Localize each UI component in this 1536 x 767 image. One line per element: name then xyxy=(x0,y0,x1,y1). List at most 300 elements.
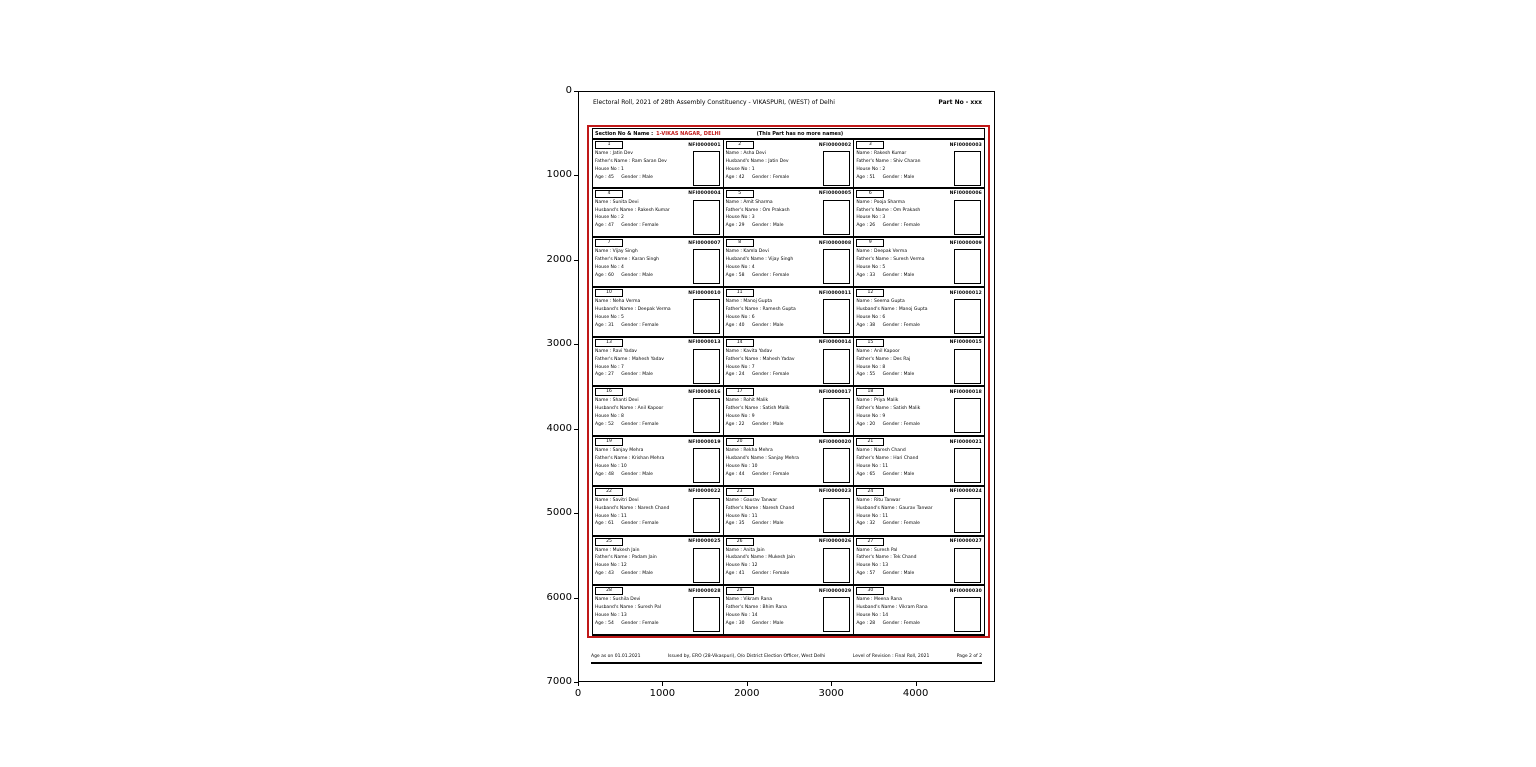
relation-line xyxy=(595,256,691,264)
name-label: Name : xyxy=(595,398,612,404)
age-value: 24 xyxy=(738,372,745,378)
house-line xyxy=(726,264,822,272)
card-body xyxy=(856,596,982,628)
house-value: 10 xyxy=(621,463,627,469)
name-value: Kavita Yadav xyxy=(743,348,773,354)
name-value: Sanjay Mehra xyxy=(612,448,644,454)
relation-value: Satish Malik xyxy=(893,406,921,412)
relation-value: Padam Jain xyxy=(631,555,657,561)
y-axis-tick-label: 0 xyxy=(565,85,572,96)
relation-label: Husband's Name : xyxy=(856,505,898,511)
age-label: Age : xyxy=(595,322,607,328)
age-label: Age : xyxy=(856,223,868,229)
house-value: 14 xyxy=(751,612,758,618)
name-label: Name : xyxy=(725,597,742,603)
name-label: Name : xyxy=(725,448,742,454)
house-label: House No : xyxy=(856,215,881,221)
card-row xyxy=(592,238,985,288)
gender-label: Gender : xyxy=(621,174,641,180)
photo-box xyxy=(693,548,720,583)
gender-label: Gender : xyxy=(621,422,641,428)
name-label: Name : xyxy=(856,597,873,603)
name-label: Name : xyxy=(725,249,742,255)
relation-value: Suresh Verma xyxy=(893,257,925,263)
age-value: 29 xyxy=(738,223,745,229)
card-text-lines xyxy=(595,199,691,231)
house-line xyxy=(726,314,822,322)
card-body xyxy=(726,150,852,182)
card-top-strip xyxy=(856,388,982,396)
relation-line xyxy=(595,158,691,166)
age-label: Age : xyxy=(856,372,868,378)
age-gender-line xyxy=(595,272,691,280)
house-line xyxy=(856,166,952,174)
relation-label: Husband's Name : xyxy=(595,605,637,611)
photo-box xyxy=(693,398,720,433)
section-note: (This Part has no more names) xyxy=(756,130,844,137)
name-line xyxy=(726,497,822,505)
name-label: Name : xyxy=(856,497,873,503)
relation-label: Father's Name : xyxy=(856,158,892,164)
house-line xyxy=(856,612,952,620)
name-line xyxy=(856,348,952,356)
gender-value: Male xyxy=(642,571,653,577)
age-label: Age : xyxy=(595,174,607,180)
name-label: Name : xyxy=(595,348,612,354)
serial-number: 26 xyxy=(726,538,754,546)
card-top-strip xyxy=(595,488,721,496)
age-label: Age : xyxy=(725,471,738,477)
relation-line xyxy=(726,405,822,413)
house-value: 1 xyxy=(621,166,624,172)
serial-number: 14 xyxy=(726,339,754,347)
name-label: Name : xyxy=(725,547,742,553)
house-value: 6 xyxy=(751,314,755,320)
gender-label: Gender : xyxy=(751,322,772,328)
relation-line xyxy=(726,604,822,612)
card-top-strip xyxy=(595,339,721,347)
name-line xyxy=(856,497,952,505)
relation-value: Ram Saran Dev xyxy=(631,158,667,164)
gender-label: Gender : xyxy=(621,571,641,577)
serial-number: 30 xyxy=(856,587,884,595)
voter-card xyxy=(593,338,724,386)
house-line xyxy=(595,562,691,570)
photo-box xyxy=(823,597,850,632)
house-line xyxy=(595,612,691,620)
serial-number: 22 xyxy=(595,488,623,496)
card-text-lines xyxy=(856,298,952,330)
card-text-lines xyxy=(856,547,952,579)
house-line xyxy=(856,264,952,272)
card-text-lines xyxy=(595,397,691,429)
house-line xyxy=(595,166,691,174)
card-top-strip xyxy=(595,190,721,198)
voter-card xyxy=(724,387,855,435)
age-value: 52 xyxy=(608,422,614,428)
relation-value: Bhim Rana xyxy=(762,605,787,611)
house-value: 5 xyxy=(621,314,624,320)
gender-label: Gender : xyxy=(751,372,772,378)
gender-value: Female xyxy=(772,571,790,577)
card-body xyxy=(726,348,852,380)
relation-label: Father's Name : xyxy=(856,257,892,263)
relation-value: Vijay Singh xyxy=(768,257,794,263)
card-row xyxy=(592,387,985,437)
x-axis-tick-label: 4000 xyxy=(902,688,929,699)
name-label: Name : xyxy=(856,348,873,354)
name-label: Name : xyxy=(725,299,742,305)
age-gender-line xyxy=(726,620,822,628)
house-line xyxy=(856,562,952,570)
age-label: Age : xyxy=(725,620,738,626)
age-label: Age : xyxy=(856,273,868,278)
house-value: 9 xyxy=(882,414,886,420)
card-body xyxy=(856,497,982,529)
house-line xyxy=(726,214,822,222)
card-body xyxy=(856,150,982,182)
house-label: House No : xyxy=(856,166,881,172)
gender-label: Gender : xyxy=(882,620,903,626)
photo-box xyxy=(954,349,981,384)
name-label: Name : xyxy=(856,151,873,156)
house-label: House No : xyxy=(725,166,751,172)
age-label: Age : xyxy=(595,422,607,428)
card-text-lines xyxy=(856,397,952,429)
name-line xyxy=(595,199,691,207)
age-label: Age : xyxy=(725,422,738,428)
house-line xyxy=(726,166,822,174)
relation-value: Manoj Gupta xyxy=(898,306,928,312)
name-line xyxy=(856,397,952,405)
house-label: House No : xyxy=(725,463,751,469)
relation-label: Father's Name : xyxy=(595,456,631,461)
house-line xyxy=(726,562,822,570)
card-row xyxy=(592,189,985,239)
age-label: Age : xyxy=(856,620,868,626)
voter-card xyxy=(854,189,984,237)
epic-number: NFI0000018 xyxy=(949,389,983,395)
y-axis-tick-mark xyxy=(574,91,578,92)
card-top-strip xyxy=(726,587,852,595)
relation-line xyxy=(856,554,952,562)
gender-value: Male xyxy=(642,471,653,477)
age-gender-line xyxy=(856,520,952,528)
name-value: Priya Malik xyxy=(874,398,899,404)
card-body xyxy=(595,348,721,380)
photo-box xyxy=(954,448,981,483)
gender-value: Female xyxy=(642,422,659,428)
age-gender-line xyxy=(856,322,952,330)
card-body xyxy=(856,248,982,280)
house-label: House No : xyxy=(856,265,881,271)
serial-number: 6 xyxy=(856,190,884,198)
part-number: Part No - xxx xyxy=(938,99,982,106)
card-top-strip xyxy=(856,289,982,297)
relation-label: Father's Name : xyxy=(595,555,631,561)
relation-label: Husband's Name : xyxy=(856,605,898,611)
y-axis-tick-mark xyxy=(574,513,578,514)
gender-label: Gender : xyxy=(751,571,772,577)
y-axis-tick-mark xyxy=(574,344,578,345)
age-gender-line xyxy=(856,272,952,280)
card-text-lines xyxy=(726,547,822,579)
age-value: 31 xyxy=(608,322,614,328)
name-value: Sunita Devi xyxy=(612,199,639,205)
relation-value: Om Prakash xyxy=(762,207,790,213)
card-text-lines xyxy=(726,596,822,628)
y-axis-tick-label: 5000 xyxy=(546,507,572,519)
photo-box xyxy=(954,249,981,284)
relation-line xyxy=(595,455,691,463)
serial-number: 4 xyxy=(595,190,623,198)
gender-label: Gender : xyxy=(621,322,641,328)
age-value: 41 xyxy=(738,571,745,577)
footer-age-note: Age as on 01.01.2021 xyxy=(591,654,641,659)
voter-card xyxy=(724,437,855,485)
name-label: Name : xyxy=(725,199,742,205)
name-label: Name : xyxy=(856,448,873,454)
section-label: Section No & Name : xyxy=(595,130,654,137)
gender-label: Gender : xyxy=(621,372,641,378)
age-gender-line xyxy=(595,174,691,182)
electoral-roll-page xyxy=(579,92,994,681)
relation-label: Father's Name : xyxy=(856,555,892,561)
voter-card xyxy=(593,586,724,634)
age-value: 20 xyxy=(869,422,876,428)
age-label: Age : xyxy=(595,372,607,378)
epic-number: NFI0000028 xyxy=(688,588,721,594)
gender-value: Male xyxy=(772,620,784,626)
photo-box xyxy=(693,299,720,334)
card-top-strip xyxy=(856,141,982,149)
gender-label: Gender : xyxy=(882,372,903,378)
card-top-strip xyxy=(595,587,721,595)
house-label: House No : xyxy=(595,314,620,320)
photo-box xyxy=(823,548,850,583)
name-label: Name : xyxy=(856,299,873,305)
card-row xyxy=(592,437,985,487)
age-label: Age : xyxy=(725,521,738,527)
card-body xyxy=(726,447,852,479)
name-label: Name : xyxy=(595,597,612,603)
gender-value: Male xyxy=(642,174,653,180)
gender-value: Male xyxy=(772,322,784,328)
card-body xyxy=(726,199,852,231)
voter-card xyxy=(724,288,855,336)
house-value: 11 xyxy=(882,513,889,519)
age-value: 35 xyxy=(738,521,745,527)
gender-value: Male xyxy=(903,273,915,278)
y-axis-tick-mark xyxy=(574,260,578,261)
y-axis-tick-label: 1000 xyxy=(546,169,572,181)
serial-number: 7 xyxy=(595,239,623,247)
serial-number: 18 xyxy=(856,388,884,396)
epic-number: NFI0000021 xyxy=(949,439,983,445)
name-line xyxy=(726,447,822,455)
house-line xyxy=(856,463,952,471)
epic-number: NFI0000030 xyxy=(949,588,983,594)
age-gender-line xyxy=(856,421,952,429)
card-top-strip xyxy=(856,587,982,595)
relation-label: Father's Name : xyxy=(856,406,892,412)
age-value: 47 xyxy=(608,223,614,229)
epic-number: NFI0000005 xyxy=(818,191,852,197)
name-value: Gaurav Tanwar xyxy=(743,497,778,503)
gender-label: Gender : xyxy=(621,273,641,278)
name-line xyxy=(856,447,952,455)
voter-card xyxy=(854,586,984,634)
epic-number: NFI0000007 xyxy=(688,240,721,246)
age-value: 60 xyxy=(608,273,614,278)
name-label: Name : xyxy=(595,199,612,205)
gender-value: Female xyxy=(903,322,920,328)
x-axis-tick-label: 1000 xyxy=(649,688,676,699)
gender-value: Female xyxy=(642,620,659,626)
gender-value: Female xyxy=(772,471,790,477)
relation-line xyxy=(726,455,822,463)
house-label: House No : xyxy=(856,563,881,569)
relation-line xyxy=(726,356,822,364)
card-text-lines xyxy=(726,397,822,429)
name-line xyxy=(595,150,691,158)
house-label: House No : xyxy=(595,612,620,618)
age-gender-line xyxy=(856,471,952,479)
house-value: 11 xyxy=(621,513,627,519)
card-text-lines xyxy=(726,199,822,231)
card-body xyxy=(726,497,852,529)
card-body xyxy=(595,397,721,429)
house-line xyxy=(856,314,952,322)
age-value: 55 xyxy=(869,372,876,378)
gender-value: Male xyxy=(903,571,915,577)
card-body xyxy=(726,397,852,429)
house-label: House No : xyxy=(595,364,620,370)
card-body xyxy=(595,447,721,479)
name-value: Vijay Singh xyxy=(612,249,638,255)
gender-value: Female xyxy=(772,273,790,278)
relation-value: Om Prakash xyxy=(893,207,921,213)
gender-label: Gender : xyxy=(882,174,903,180)
house-value: 14 xyxy=(882,612,889,618)
name-line xyxy=(726,596,822,604)
gender-value: Male xyxy=(772,422,784,428)
house-label: House No : xyxy=(595,563,620,569)
relation-value: Gaurav Tanwar xyxy=(898,505,933,511)
card-top-strip xyxy=(595,239,721,247)
relation-label: Father's Name : xyxy=(856,456,892,461)
relation-line xyxy=(595,306,691,314)
house-line xyxy=(726,364,822,372)
relation-value: Mahesh Yadav xyxy=(762,356,795,362)
card-top-strip xyxy=(856,438,982,446)
serial-number: 17 xyxy=(726,388,754,396)
house-line xyxy=(856,413,952,421)
card-text-lines xyxy=(595,547,691,579)
relation-label: Husband's Name : xyxy=(595,306,637,312)
voter-card xyxy=(593,238,724,286)
photo-box xyxy=(823,398,850,433)
relation-value: Sanjay Mehra xyxy=(768,456,799,461)
name-line xyxy=(726,150,822,158)
photo-box xyxy=(693,151,720,186)
page-number: Page 2 of 2 xyxy=(956,654,982,659)
card-body xyxy=(595,150,721,182)
name-value: Ritu Tanwar xyxy=(874,497,901,503)
house-value: 6 xyxy=(882,314,886,320)
age-gender-line xyxy=(595,371,691,379)
card-row xyxy=(592,288,985,338)
age-label: Age : xyxy=(595,223,607,229)
gender-label: Gender : xyxy=(751,273,772,278)
age-gender-line xyxy=(726,570,822,578)
y-axis-tick-label: 7000 xyxy=(546,676,572,687)
card-body xyxy=(856,199,982,231)
age-label: Age : xyxy=(725,174,738,180)
voter-card xyxy=(724,487,855,535)
house-label: House No : xyxy=(725,513,751,519)
serial-number: 27 xyxy=(856,538,884,546)
relation-label: Father's Name : xyxy=(856,207,892,213)
plot-area xyxy=(578,91,995,682)
age-value: 42 xyxy=(738,174,745,180)
house-value: 1 xyxy=(751,166,755,172)
house-line xyxy=(726,612,822,620)
name-value: Neha Verma xyxy=(612,299,641,305)
card-top-strip xyxy=(726,488,852,496)
relation-value: Mukesh Jain xyxy=(768,555,796,561)
relation-label: Husband's Name : xyxy=(725,257,767,263)
card-top-strip xyxy=(726,190,852,198)
age-value: 38 xyxy=(869,322,876,328)
house-line xyxy=(595,463,691,471)
epic-number: NFI0000003 xyxy=(949,142,983,148)
house-value: 12 xyxy=(621,563,627,569)
y-axis-tick-label: 3000 xyxy=(546,338,572,350)
name-line xyxy=(595,348,691,356)
relation-line xyxy=(856,356,952,364)
epic-number: NFI0000027 xyxy=(949,539,983,544)
gender-label: Gender : xyxy=(751,422,772,428)
x-axis-tick-mark xyxy=(662,682,663,686)
serial-number: 24 xyxy=(856,488,884,496)
voter-card xyxy=(593,437,724,485)
relation-value: Hari Chand xyxy=(893,456,919,461)
footer-issued-by: Issued by, ERO (28-Vikaspuri), O/o District Election Officer, West Delhi xyxy=(667,654,826,659)
relation-value: Tek Chand xyxy=(893,555,917,561)
section-header xyxy=(592,128,985,139)
relation-line xyxy=(856,455,952,463)
card-top-strip xyxy=(726,239,852,247)
age-value: 32 xyxy=(869,521,876,527)
relation-line xyxy=(856,256,952,264)
card-text-lines xyxy=(726,348,822,380)
serial-number: 25 xyxy=(595,538,623,546)
age-label: Age : xyxy=(595,273,607,278)
relation-label: Husband's Name : xyxy=(595,505,637,511)
name-label: Name : xyxy=(856,547,873,553)
relation-label: Husband's Name : xyxy=(725,555,767,561)
roll-title: Electoral Roll, 2021 of 28th Assembly Constituency - VIKASPURI, (WEST) of Delhi xyxy=(593,99,835,106)
name-value: Shanti Devi xyxy=(612,398,639,404)
relation-value: Suresh Pal xyxy=(637,605,661,611)
age-gender-line xyxy=(726,174,822,182)
name-value: Naresh Chand xyxy=(874,448,906,454)
gender-value: Male xyxy=(642,372,653,378)
relation-label: Husband's Name : xyxy=(595,207,637,213)
card-text-lines xyxy=(726,248,822,280)
house-label: House No : xyxy=(595,463,620,469)
